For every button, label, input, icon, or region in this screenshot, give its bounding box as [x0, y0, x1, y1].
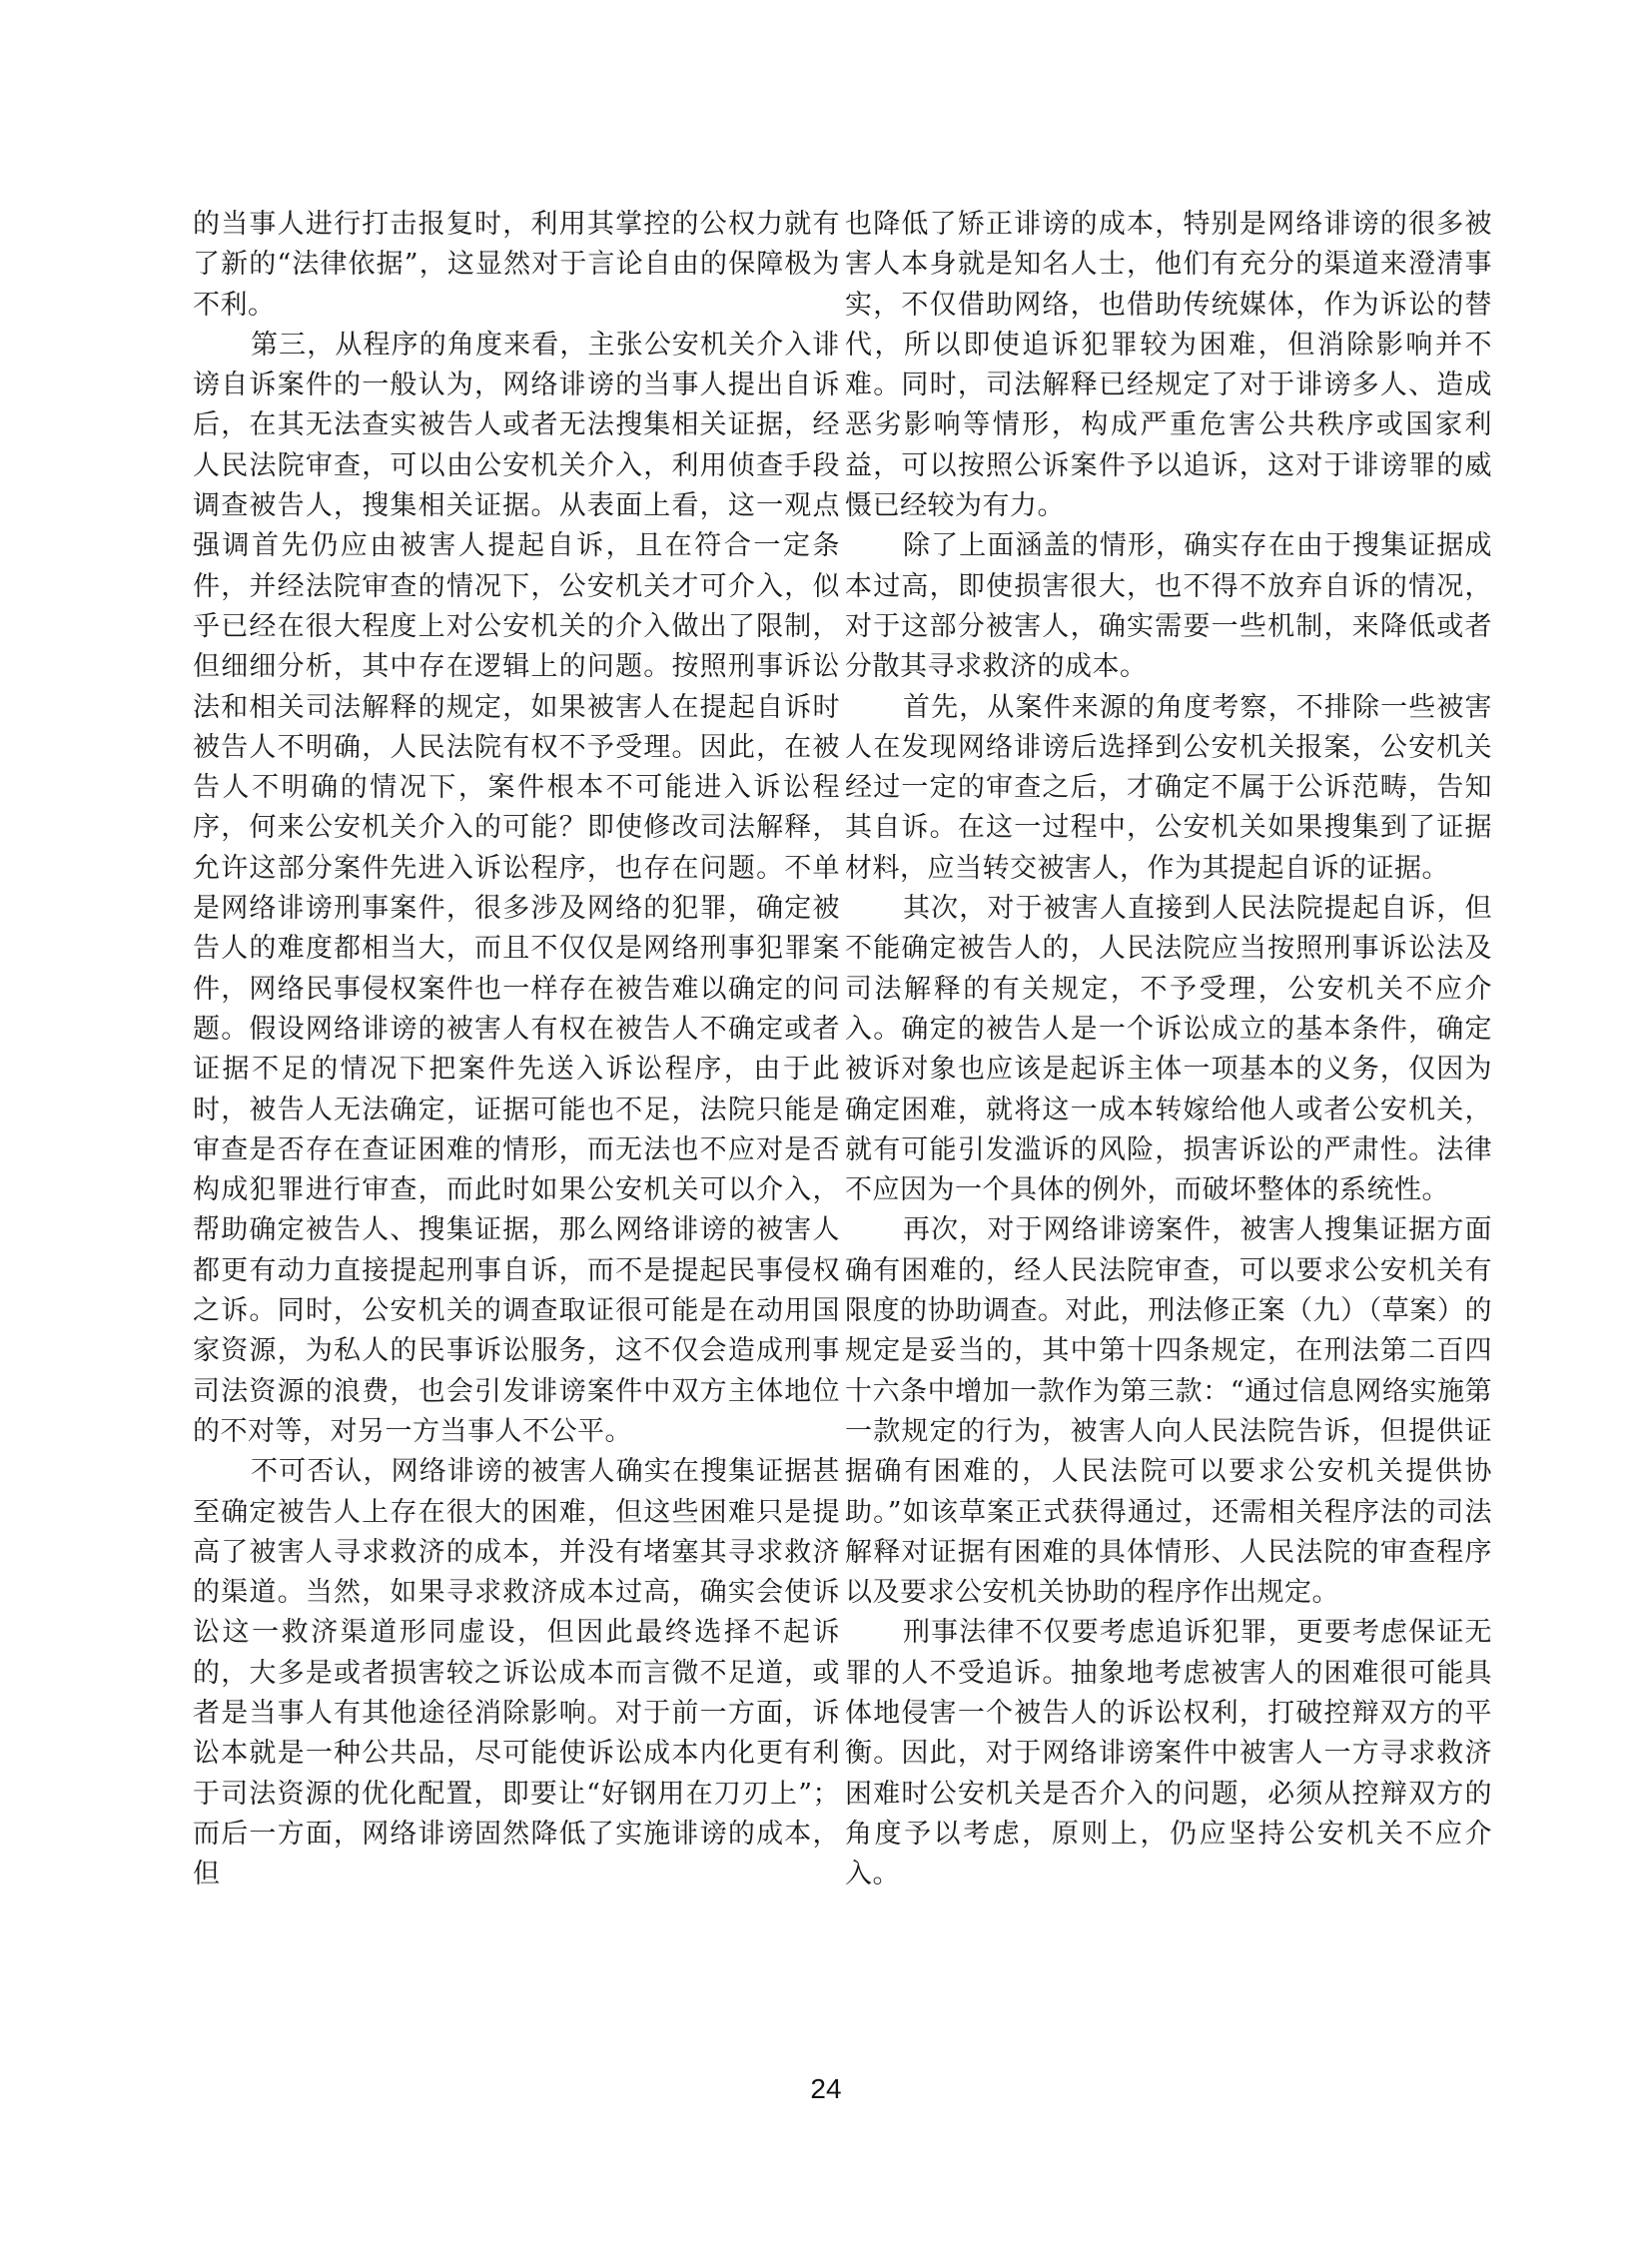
- paragraph: 刑事法律不仅要考虑追诉犯罪，更要考虑保证无罪的人不受追诉。抽象地考虑被害人的困难很可能具体地侵害一个被告人的诉讼权利，打破控辩双方的平衡。因此，对于网络诽谤案件中被害人一方寻求救济困难时公安机关是否介入的问题，必须从控辩双方的角度予以考虑，原则上，仍应坚持公安机关不应介入。: [845, 1617, 1492, 1890]
- paragraph: 再次，对于网络诽谤案件，被害人搜集证据方面确有困难的，经人民法院审查，可以要求公安机关有限度的协助调查。对此，刑法修正案（九）（草案）的规定是妥当的，其中第十四条规定，在刑法第二百四十六条中增加一款作为第三款：“通过信息网络实施第一款规定的行为，被害人向人民法院告诉，但提供证据确有困难的，人民法院可以要求公安机关提供协助。”如该草案正式获得通过，还需相关程序法的司法解释对证据有困难的具体情形、人民法院的审查程序以及要求公安机关协助的程序作出规定。: [845, 1214, 1492, 1609]
- paragraph: 其次，对于被害人直接到人民法院提起自诉，但不能确定被告人的，人民法院应当按照刑事诉讼法及司法解释的有关规定，不予受理，公安机关不应介入。确定的被告人是一个诉讼成立的基本条件，确定被诉对象也应该是起诉主体一项基本的义务，仅因为确定困难，就将这一成本转嫁给他人或者公安机关，就有可能引发滥诉的风险，损害诉讼的严肃性。法律不应因为一个具体的例外，而破坏整体的系统性。: [845, 893, 1492, 1206]
- paragraph: 除了上面涵盖的情形，确实存在由于搜集证据成本过高，即使损害很大，也不得不放弃自诉的情况，对于这部分被害人，确实需要一些机制，来降低或者分散其寻求救济的成本。: [845, 530, 1492, 683]
- paragraph: 的当事人进行打击报复时，利用其掌控的公权力就有了新的“法律依据”，这显然对于言论自由的保障极为不利。: [193, 209, 840, 321]
- paragraph: 也降低了矫正诽谤的成本，特别是网络诽谤的很多被害人本身就是知名人士，他们有充分的渠道来澄清事实，不仅借助网络，也借助传统媒体，作为诉讼的替代，所以即使追诉犯罪较为困难，但消除影响并不难。同时，司法解释已经规定了对于诽谤多人、造成恶劣影响等情形，构成严重危害公共秩序或国家利益，可以按照公诉案件予以追诉，这对于诽谤罪的威慑已经较为有力。: [845, 209, 1492, 522]
- left-column: [193, 205, 840, 1894]
- page-number: 24: [810, 2073, 842, 2104]
- paragraph: 第三，从程序的角度来看，主张公安机关介入诽谤自诉案件的一般认为，网络诽谤的当事人提出自诉后，在其无法查实被告人或者无法搜集相关证据，经人民法院审查，可以由公安机关介入，利用侦查手段调查被告人，搜集相关证据。从表面上看，这一观点强调首先仍应由被害人提起自诉，且在符合一定条件，并经法院审查的情况下，公安机关才可介入，似乎已经在很大程度上对公安机关的介入做出了限制，但细细分析，其中存在逻辑上的问题。按照刑事诉讼法和相关司法解释的规定，如果被害人在提起自诉时被告人不明确，人民法院有权不予受理。因此，在被告人不明确的情况下，案件根本不可能进入诉讼程序，何来公安机关介入的可能？即使修改司法解释，允许这部分案件先进入诉讼程序，也存在问题。不单是网络诽谤刑事案件，很多涉及网络的犯罪，确定被告人的难度都相当大，而且不仅仅是网络刑事犯罪案件，网络民事侵权案件也一样存在被告难以确定的问题。假设网络诽谤的被害人有权在被告人不确定或者证据不足的情况下把案件先送入诉讼程序，由于此时，被告人无法确定，证据可能也不足，法院只能是审查是否存在查证困难的情形，而无法也不应对是否构成犯罪进行审查，而此时如果公安机关可以介入，帮助确定被告人、搜集证据，那么网络诽谤的被害人都更有动力直接提起刑事自诉，而不是提起民事侵权之诉。同时，公安机关的调查取证很可能是在动用国家资源，为私人的民事诉讼服务，这不仅会造成刑事司法资源的浪费，也会引发诽谤案件中双方主体地位的不对等，对另一方当事人不公平。: [193, 329, 840, 1447]
- right-column: [845, 205, 1492, 1894]
- paragraph: 首先，从案件来源的角度考察，不排除一些被害人在发现网络诽谤后选择到公安机关报案，公安机关经过一定的审查之后，才确定不属于公诉范畴，告知其自诉。在这一过程中，公安机关如果搜集到了证据材料，应当转交被害人，作为其提起自诉的证据。: [845, 691, 1492, 884]
- paragraph: 不可否认，网络诽谤的被害人确实在搜集证据甚至确定被告人上存在很大的困难，但这些困难只是提高了被害人寻求救济的成本，并没有堵塞其寻求救济的渠道。当然，如果寻求救济成本过高，确实会使诉讼这一救济渠道形同虚设，但因此最终选择不起诉的，大多是或者损害较之诉讼成本而言微不足道，或者是当事人有其他途径消除影响。对于前一方面，诉讼本就是一种公共品，尽可能使诉讼成本内化更有利于司法资源的优化配置，即要让“好钢用在刀刃上”；而后一方面，网络诽谤固然降低了实施诽谤的成本，但: [193, 1456, 840, 1890]
